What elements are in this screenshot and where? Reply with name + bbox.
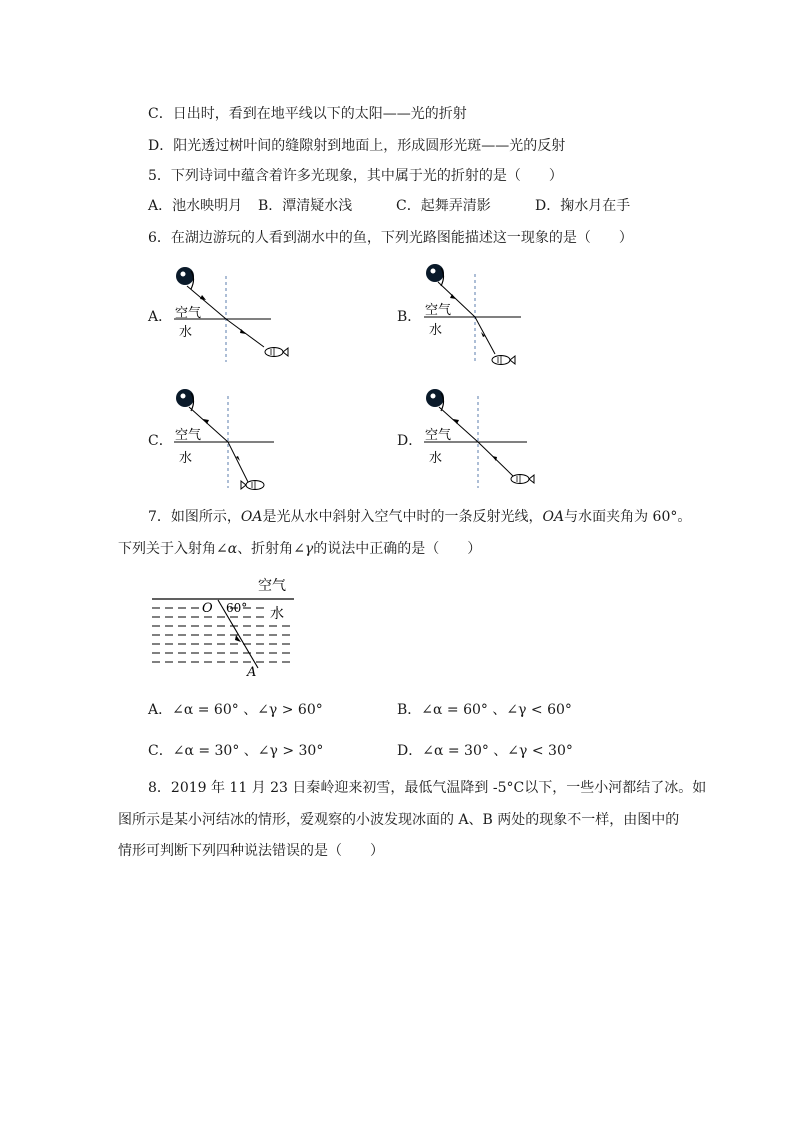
q7-stem-line1: 7．如图所示，OA是光从水中斜射入空气中时的一条反射光线，OA与水面夹角为 60°。 [148,509,692,525]
q7-option-d: D．∠α = 30° 、∠γ < 30° [397,743,573,759]
q4-option-d: D．阳光透过树叶间的缝隙射到地面上，形成圆形光斑——光的反射 [148,138,566,154]
fig-water-label: 水 [270,606,284,622]
eye-icon [176,389,194,411]
q6-diagram-c [160,384,300,494]
q5-option-a: A．池水映明月 [148,198,243,214]
q4-option-c: C．日出时，看到在地平线以下的太阳——光的折射 [148,106,467,122]
eye-icon [426,264,444,286]
q5-option-d: D．掬水月在手 [535,198,631,214]
q7-option-b: B．∠α = 60° 、∠γ < 60° [397,702,572,718]
q7-stem-line2: 下列关于入射角∠α、折射角∠γ的说法中正确的是（ ） [118,541,482,557]
air-label: 空气 [175,306,202,321]
q6-label-a: A． [148,309,173,325]
q6-stem: 6．在湖边游玩的人看到湖水中的鱼，下列光路图能描述这一现象的是（ ） [148,230,633,246]
q5-option-c: C．起舞弄清影 [396,198,491,214]
q7-oa-2: OA [542,509,565,525]
water-label: 水 [429,451,443,466]
fish-icon [241,481,264,490]
q8-line2: 图所示是某小河结冰的情形，爱观察的小波发现冰面的 A、B 两处的现象不一样，由图中的 [118,812,680,828]
water-label: 水 [179,325,193,340]
q6-label-d: D． [397,433,423,449]
q7-diagram [148,572,298,682]
q6-label-b: B． [397,309,422,325]
q6-diagram-a [160,262,300,367]
fig-angle-label: 60° [226,601,248,615]
air-label: 空气 [175,428,202,443]
fig-o-label: O [202,601,213,616]
fish-icon [265,348,288,357]
air-label: 空气 [425,428,452,443]
q7-alpha: ∠α [216,541,238,557]
q7-option-a: A．∠α = 60° 、∠γ > 60° [148,702,323,718]
air-label: 空气 [425,303,452,318]
eye-icon [176,267,194,289]
eye-icon [426,389,444,411]
fish-icon [511,475,534,484]
q8-line3: 情形可判断下列四种说法错误的是（ ） [118,843,384,859]
q7-oa: OA [240,509,263,525]
q8-line1: 8．2019 年 11 月 23 日秦岭迎来初雪，最低气温降到 -5°C以下，一些小河都结了冰。如 [148,780,707,796]
q7-gamma: ∠γ [293,541,314,557]
q7-option-c: C．∠α = 30° 、∠γ > 30° [148,743,324,759]
fig-air-label: 空气 [258,578,286,594]
water-label: 水 [179,451,193,466]
q5-option-b: B．潭清疑水浅 [258,198,353,214]
q6-diagram-d [410,384,550,494]
q6-diagram-b [410,262,550,372]
fish-icon [492,356,515,365]
q5-stem: 5．下列诗词中蕴含着许多光现象，其中属于光的折射的是（ ） [148,168,563,184]
water-label: 水 [429,323,443,338]
q6-label-c: C． [148,433,173,449]
fig-a-label: A [247,665,257,680]
